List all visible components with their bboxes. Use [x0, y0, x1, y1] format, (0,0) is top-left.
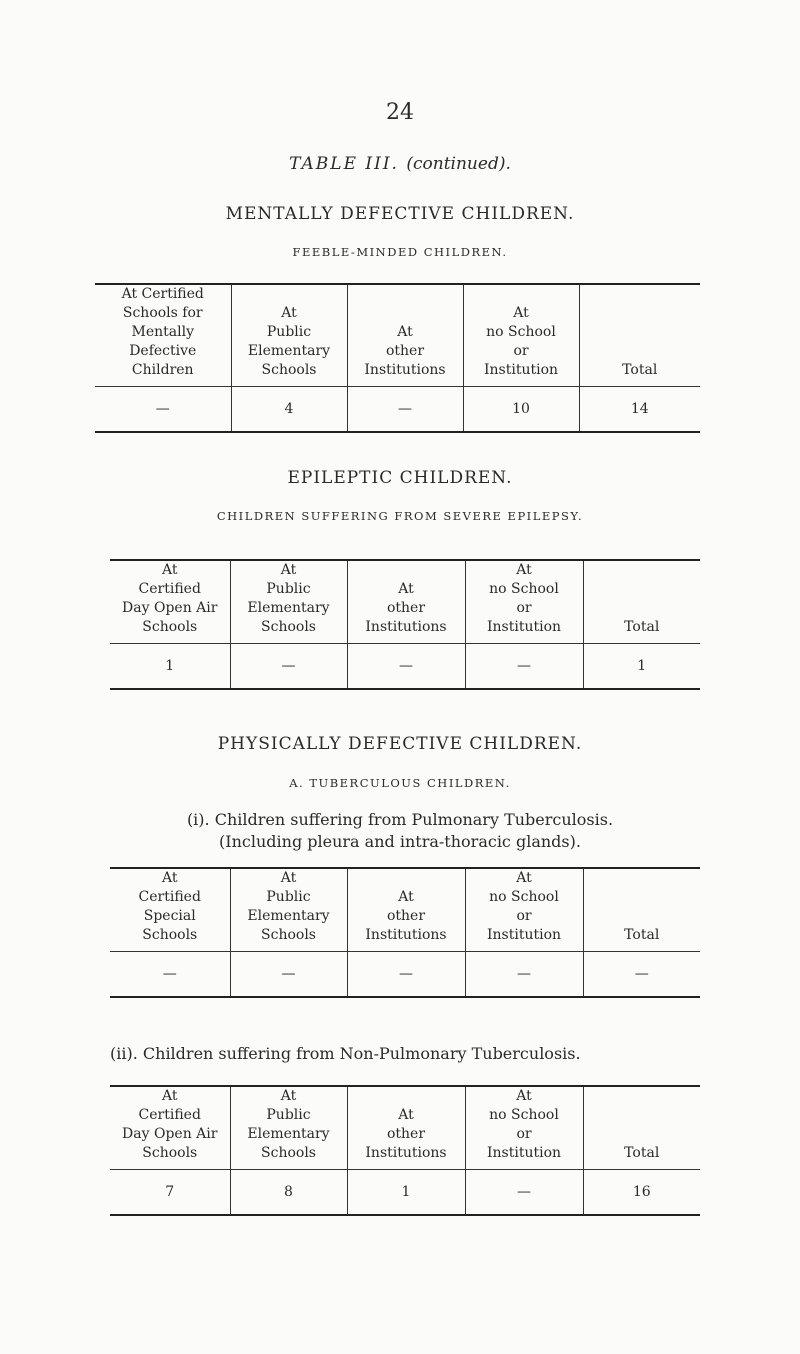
data-cell: 1 — [110, 644, 230, 690]
data-cell: — — [465, 644, 583, 690]
data-cell: — — [347, 952, 465, 998]
header-cell: At Public Elementary Schools — [230, 560, 347, 644]
non-pulmonary-tb-title: (ii). Children suffering from Non-Pulmonary Tuberculosis. — [110, 1044, 581, 1063]
header-cell: At no School or Institution — [465, 868, 583, 952]
data-cell: — — [583, 952, 700, 998]
table-header-row — [110, 1086, 700, 1170]
header-cell: Total — [583, 868, 700, 952]
header-cell: Total — [579, 284, 700, 387]
page-number: 24 — [386, 100, 414, 125]
header-cell: At no School or Institution — [463, 284, 579, 387]
subheading-tuberculous: A. TUBERCULOUS CHILDREN. — [289, 776, 511, 790]
data-cell: 4 — [231, 387, 347, 433]
header-cell: At Public Elementary Schools — [230, 1086, 347, 1170]
data-cell: — — [465, 1170, 583, 1216]
header-cell: At other Institutions — [347, 560, 465, 644]
table-epileptic — [110, 559, 700, 690]
table-row — [110, 1170, 700, 1216]
header-cell: At Certified Day Open Air Schools — [110, 1086, 230, 1170]
caption-title: TABLE III. — [289, 154, 399, 174]
data-cell: 1 — [583, 644, 700, 690]
table-row — [95, 387, 700, 433]
header-cell: At no School or Institution — [465, 560, 583, 644]
data-cell: 10 — [463, 387, 579, 433]
table-feeble-minded — [95, 283, 700, 433]
section-heading-mentally-defective: MENTALLY DEFECTIVE CHILDREN. — [225, 204, 575, 224]
data-cell: 7 — [110, 1170, 230, 1216]
table-row — [110, 644, 700, 690]
data-cell: — — [347, 644, 465, 690]
section-heading-physically-defective: PHYSICALLY DEFECTIVE CHILDREN. — [217, 734, 583, 754]
data-cell: — — [230, 644, 347, 690]
data-cell: 14 — [579, 387, 700, 433]
pulmonary-tb-note: (Including pleura and intra-thoracic glands). — [219, 832, 581, 851]
header-cell: At Certified Special Schools — [110, 868, 230, 952]
subheading-feeble-minded: FEEBLE-MINDED CHILDREN. — [292, 245, 508, 259]
caption-continued: (continued). — [406, 154, 511, 174]
table-pulmonary-tb — [110, 867, 700, 998]
table-caption — [0, 154, 800, 174]
data-cell: 1 — [347, 1170, 465, 1216]
table-header-row — [110, 868, 700, 952]
header-cell: At no School or Institution — [465, 1086, 583, 1170]
table-non-pulmonary-tb — [110, 1085, 700, 1216]
header-cell: At Public Elementary Schools — [230, 868, 347, 952]
header-cell: At other Institutions — [347, 1086, 465, 1170]
data-cell: — — [110, 952, 230, 998]
data-cell: 8 — [230, 1170, 347, 1216]
header-cell: Total — [583, 560, 700, 644]
pulmonary-tb-title: (i). Children suffering from Pulmonary Tuberculosis. — [186, 810, 614, 829]
table-row — [110, 952, 700, 998]
header-cell: Total — [583, 1086, 700, 1170]
subheading-severe-epilepsy: CHILDREN SUFFERING FROM SEVERE EPILEPSY. — [216, 509, 584, 523]
header-cell: At Public Elementary Schools — [231, 284, 347, 387]
header-cell: At other Institutions — [347, 284, 463, 387]
table-header-row — [110, 560, 700, 644]
section-heading-epileptic: EPILEPTIC CHILDREN. — [287, 468, 513, 488]
data-cell: 16 — [583, 1170, 700, 1216]
data-cell: — — [347, 387, 463, 433]
header-cell: At Certified Day Open Air Schools — [110, 560, 230, 644]
data-cell: — — [95, 387, 231, 433]
table-header-row — [95, 284, 700, 387]
data-cell: — — [230, 952, 347, 998]
header-cell: At other Institutions — [347, 868, 465, 952]
header-cell: At Certified Schools for Mentally Defective Children — [95, 284, 231, 387]
data-cell: — — [465, 952, 583, 998]
